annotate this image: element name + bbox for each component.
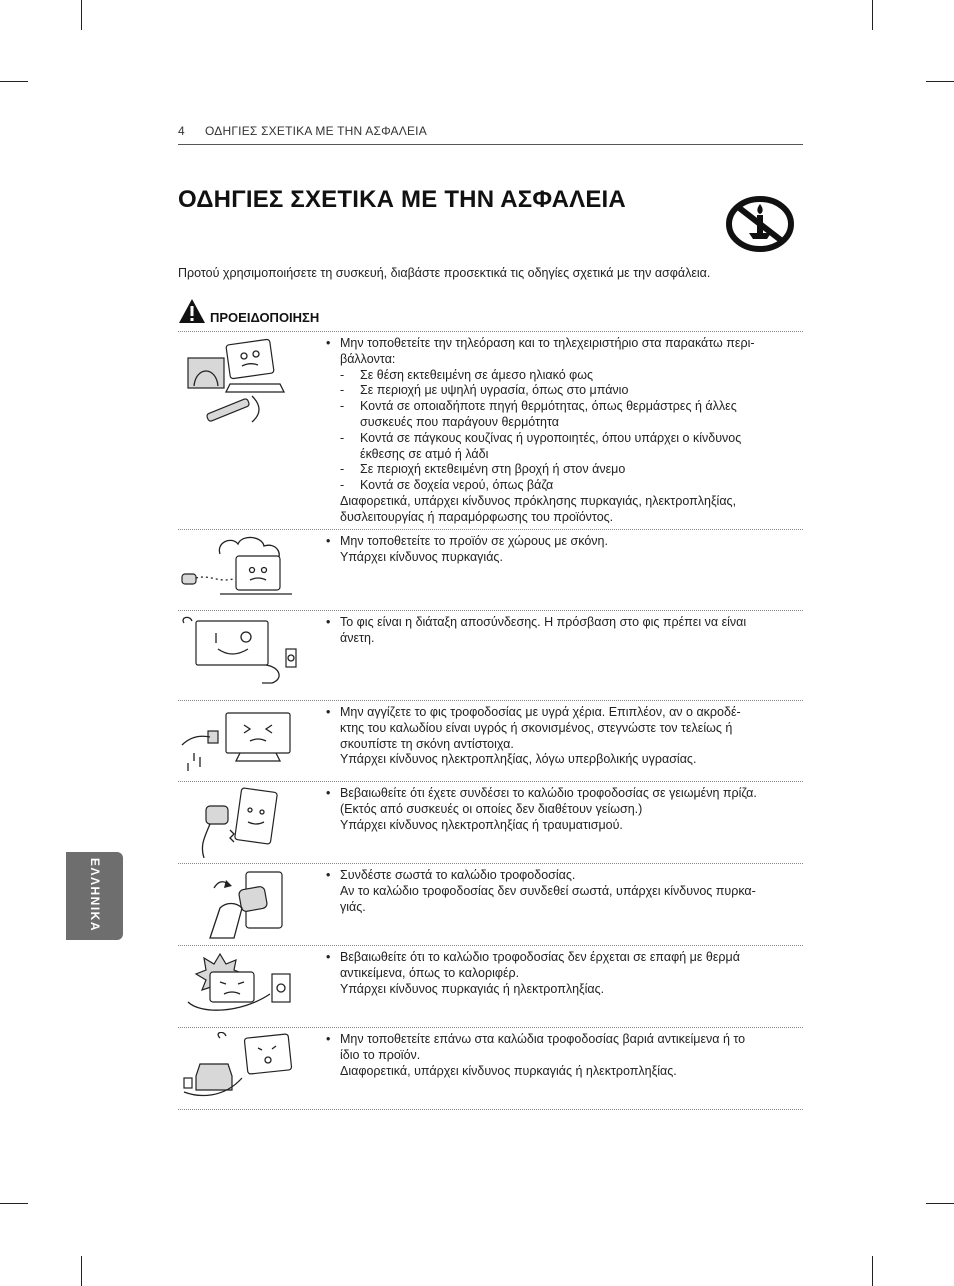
crop-mark <box>81 1256 82 1286</box>
warning-item <box>178 331 803 529</box>
warning-text: • Βεβαιωθείτε ότι έχετε συνδέσει το καλώδιο τροφοδοσίας σε γειωμένη πρίζα. (Εκτός από συσκευές οι οποίες δεν διαθέτουν γείωση.) Υπάρχει κίνδυνος ηλεκτροπληξίας ή τραυματισμού. <box>326 786 757 832</box>
warning-item <box>178 529 803 610</box>
language-label: ΕΛΛΗΝΙΚΑ <box>88 858 102 933</box>
warning-text: • Μην τοποθετείτε επάνω στα καλώδια τροφοδοσίας βαριά αντικείμενα ή το ίδιο το προϊόν. Διαφορετικά, υπάρχει κίνδυνος πυρκαγιάς ή ηλεκτροπληξίας. <box>326 1032 746 1078</box>
text-line: Υπάρχει κίνδυνος ηλεκτροπληξίας, λόγω υπερβολικής υγρασίας. <box>340 752 697 767</box>
warning-text: • Μην τοποθετείτε το προϊόν σε χώρους με σκόνη. Υπάρχει κίνδυνος πυρκαγιάς. <box>326 534 608 564</box>
text-line: βάλλοντα: <box>340 351 396 366</box>
text-line: Μην αγγίζετε το φις τροφοδοσίας με υγρά χέρια. Επιπλέον, αν ο ακροδέ- <box>340 705 741 719</box>
text-line: Υπάρχει κίνδυνος πυρκαγιάς ή ηλεκτροπληξίας. <box>340 981 605 996</box>
text-line: Βεβαιωθείτε ότι το καλώδιο τροφοδοσίας δεν έρχεται σε επαφή με θερμά <box>340 950 740 964</box>
crop-mark <box>81 0 82 30</box>
header-title: ΟΔΗΓΙΕΣ ΣΧΕΤΙΚΑ ΜΕ ΤΗΝ ΑΣΦΑΛΕΙΑ <box>205 124 427 138</box>
language-side-tab <box>66 852 123 940</box>
text-line: Αν το καλώδιο τροφοδοσίας δεν συνδεθεί σωστά, υπάρχει κίνδυνος πυρκα- <box>340 883 756 898</box>
grounded-outlet-illustration <box>180 786 298 858</box>
warning-item <box>178 781 803 863</box>
text-line: αντικείμενα, όπως το καλοριφέρ. <box>340 965 520 980</box>
crop-mark <box>872 1256 873 1286</box>
warning-item <box>178 863 803 945</box>
text-line: Μην τοποθετείτε την τηλεόραση και το τηλεχειριστήριο στα παρακάτω περι- <box>340 336 755 350</box>
accessible-plug-illustration <box>180 615 298 687</box>
text-line: Σε περιοχή εκτεθειμένη στη βροχή ή στον άνεμο <box>360 462 626 477</box>
dusty-tv-illustration <box>180 534 298 606</box>
crop-mark <box>872 0 873 30</box>
text-line: δυσλειτουργίας ή παραμόρφωσης του προϊόντος. <box>340 509 614 524</box>
warning-triangle-icon <box>178 298 206 324</box>
warning-item <box>178 945 803 1027</box>
text-line: Κοντά σε πάγκους κουζίνας ή υγροποιητές, όπου υπάρχει ο κίνδυνος <box>360 430 742 445</box>
crop-mark <box>926 1203 954 1204</box>
running-header <box>178 122 803 145</box>
text-line: Μην τοποθετείτε επάνω στα καλώδια τροφοδοσίας βαριά αντικείμενα ή το <box>340 1032 746 1046</box>
text-line: (Εκτός από συσκευές οι οποίες δεν διαθέτουν γείωση.) <box>340 801 643 816</box>
text-line: Το φις είναι η διάταξη αποσύνδεσης. Η πρόσβαση στο φις πρέπει να είναι <box>340 615 747 629</box>
text-line: σκουπίστε τη σκόνη αντίστοιχα. <box>340 736 514 751</box>
page-number: 4 <box>178 124 185 138</box>
text-line: Βεβαιωθείτε ότι έχετε συνδέσει το καλώδιο τροφοδοσίας σε γειωμένη πρίζα. <box>340 786 757 800</box>
crop-mark <box>0 1203 28 1204</box>
page-title: ΟΔΗΓΙΕΣ ΣΧΕΤΙΚΑ ΜΕ ΤΗΝ ΑΣΦΑΛΕΙΑ <box>178 186 626 213</box>
no-candle-icon <box>725 195 795 253</box>
text-line: συσκευές που παράγουν θερμότητα <box>360 414 559 429</box>
warning-item <box>178 1027 803 1110</box>
text-line: Κοντά σε οποιαδήποτε πηγή θερμότητας, όπως θερμάστρες ή άλλες <box>360 399 737 414</box>
warning-text: • Το φις είναι η διάταξη αποσύνδεσης. Η πρόσβαση στο φις πρέπει να είναι άνετη. <box>326 615 747 645</box>
text-line: Διαφορετικά, υπάρχει κίνδυνος πυρκαγιάς ή ηλεκτροπληξίας. <box>340 1063 677 1078</box>
warning-text: • Συνδέστε σωστά το καλώδιο τροφοδοσίας. Αν το καλώδιο τροφοδοσίας δεν συνδεθεί σωστά, υπάρχει κίνδυνος πυρκα- γιάς. <box>326 868 756 914</box>
heavy-object-cord-illustration <box>180 1032 298 1104</box>
warning-text: • Βεβαιωθείτε ότι το καλώδιο τροφοδοσίας δεν έρχεται σε επαφή με θερμά αντικείμενα, όπως το καλοριφέρ. Υπάρχει κίνδυνος πυρκαγιάς ή ηλεκτροπληξίας. <box>326 950 740 996</box>
text-line: Υπάρχει κίνδυνος πυρκαγιάς. <box>340 549 503 564</box>
text-line: έκθεσης σε ατμό ή λάδι <box>360 446 489 461</box>
hot-object-cord-illustration <box>180 950 298 1022</box>
plug-in-cord-illustration <box>180 868 298 940</box>
text-line: κτης του καλωδίου είναι υγρός ή σκονισμένος, στεγνώστε τον τελείως ή <box>340 720 733 735</box>
warning-label: ΠΡΟΕΙΔΟΠΟΙΗΣΗ <box>210 310 320 325</box>
text-line: Σε περιοχή με υψηλή υγρασία, όπως στο μπάνιο <box>360 383 629 398</box>
warning-list <box>178 331 803 1110</box>
text-line: Μην τοποθετείτε το προϊόν σε χώρους με σκόνη. <box>340 534 608 548</box>
text-line: ίδιο το προϊόν. <box>340 1047 421 1062</box>
wet-hands-illustration <box>180 705 298 777</box>
warning-text: • Μην τοποθετείτε την τηλεόραση και το τηλεχειριστήριο στα παρακάτω περι- βάλλοντα: - Σε θέση εκτεθειμένη σε άμεσο ηλιακό φως - Σε περιοχή με υψηλή υγρασία, όπως στο μπάνιο - Κοντά σε οποιαδήποτε πηγή θερμότητας, όπως θερμάστρες ή άλλες συσκευές που παράγουν θερμότητα - Κοντά σε πάγκους κουζίνας ή υγροποιητές, όπου υπάρχει ο κίνδυνος έκθεσης σε ατμό ή λάδι - Σε περιοχή εκτεθειμένη στη βροχή ή στον άνεμο - Κοντά σε δοχεία νερού, όπως βάζα Διαφορετικά, υπάρχει κίνδυνος πρόκλησης πυρκαγιάς, ηλεκτροπληξίας, δυσλειτουργίας ή παραμόρφωσης του προϊόντος. <box>326 336 755 524</box>
warning-text: • Μην αγγίζετε το φις τροφοδοσίας με υγρά χέρια. Επιπλέον, αν ο ακροδέ- κτης του καλωδίου είναι υγρός ή σκονισμένος, στεγνώστε τον τελείως ή σκουπίστε τη σκόνη αντίστοιχα. Υπάρχει κίνδυνος ηλεκτροπληξίας, λόγω υπερβολικής υγρασίας. <box>326 705 741 767</box>
text-line: Κοντά σε δοχεία νερού, όπως βάζα <box>360 478 554 493</box>
text-line: Σε θέση εκτεθειμένη σε άμεσο ηλιακό φως <box>360 367 594 382</box>
warning-item <box>178 610 803 700</box>
text-line: άνετη. <box>340 630 375 645</box>
intro-text: Προτού χρησιμοποιήσετε τη συσκευή, διαβάστε προσεκτικά τις οδηγίες σχετικά με την ασφάλεια. <box>178 266 711 280</box>
text-line: Συνδέστε σωστά το καλώδιο τροφοδοσίας. <box>340 868 576 882</box>
tv-environment-illustration <box>180 336 298 436</box>
text-line: Υπάρχει κίνδυνος ηλεκτροπληξίας ή τραυματισμού. <box>340 817 623 832</box>
crop-mark <box>926 81 954 82</box>
text-line: Διαφορετικά, υπάρχει κίνδυνος πρόκλησης πυρκαγιάς, ηλεκτροπληξίας, <box>340 493 737 508</box>
crop-mark <box>0 81 28 82</box>
text-line: γιάς. <box>340 899 366 914</box>
warning-item <box>178 700 803 781</box>
